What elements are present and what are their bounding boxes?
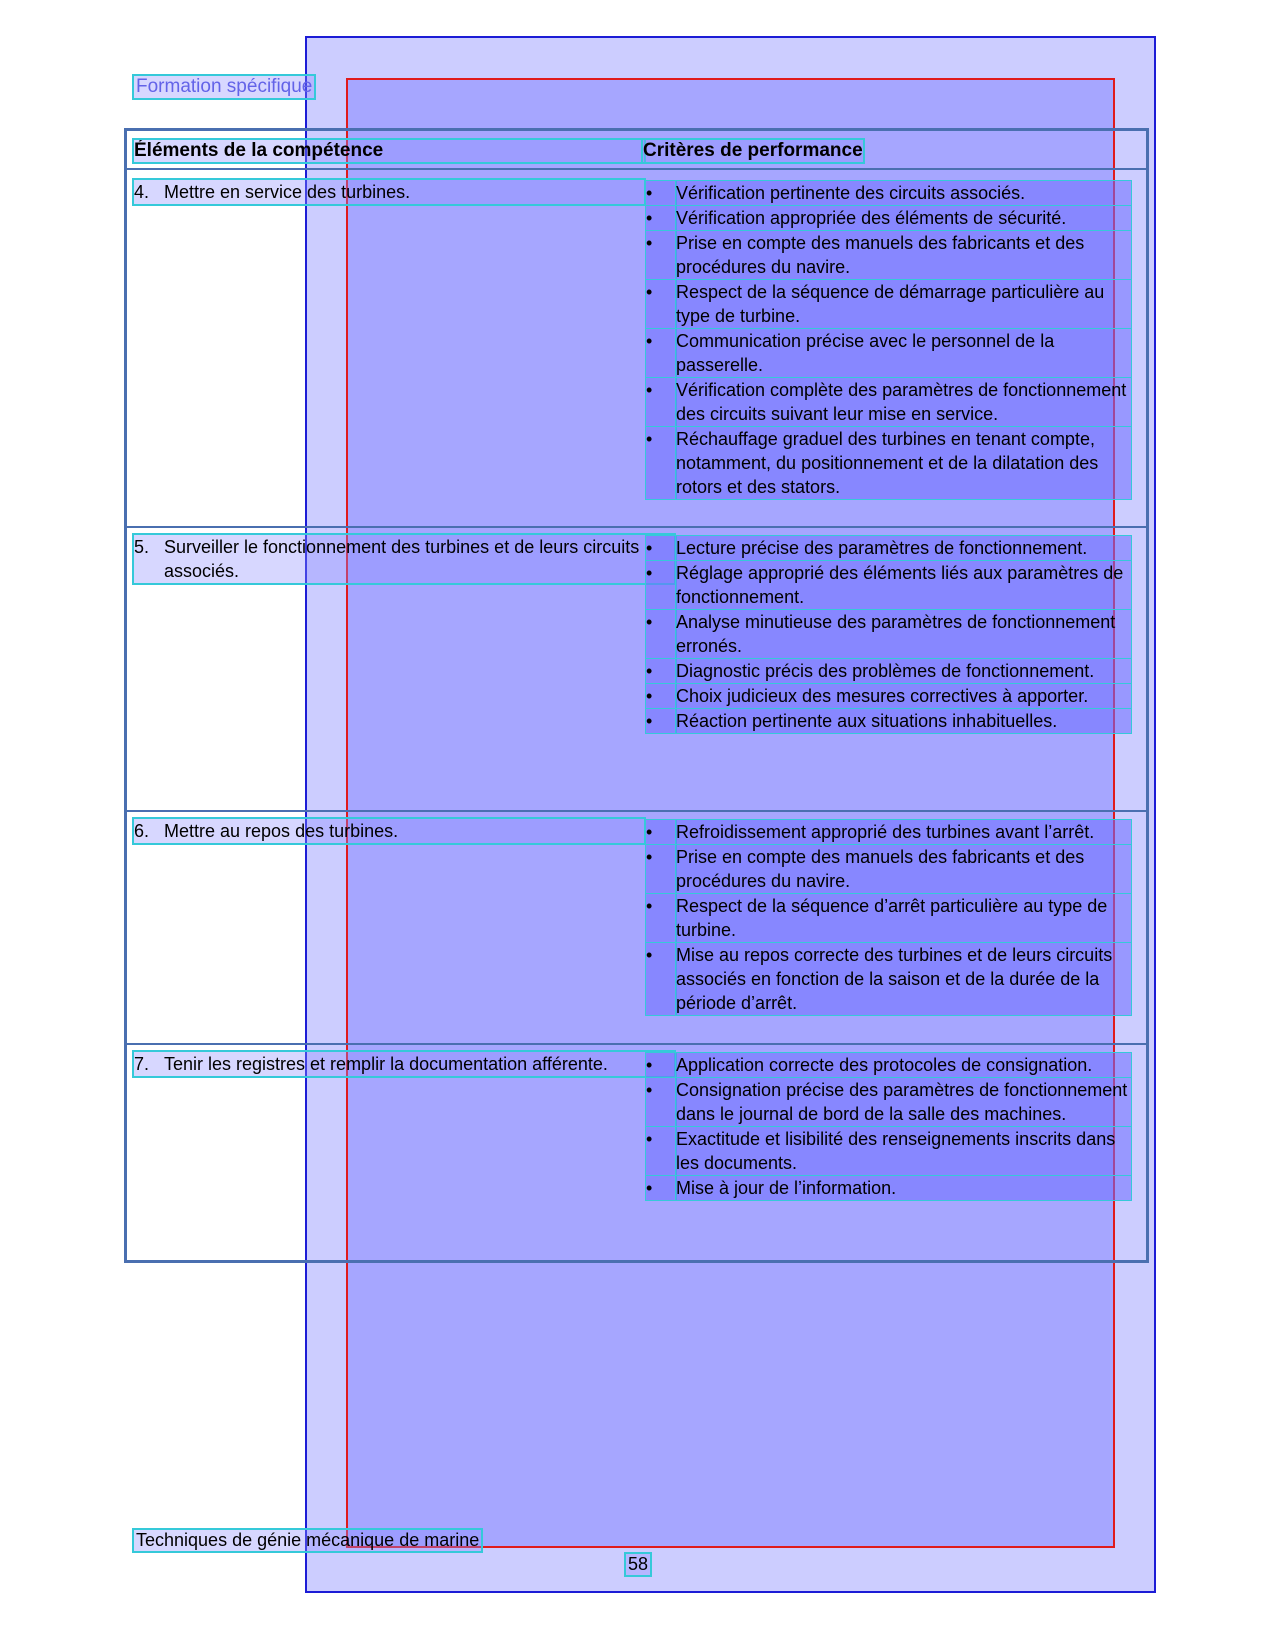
criterion-item — [646, 1053, 1131, 1077]
criterion-item — [646, 709, 1131, 733]
criterion-text: Lecture précise des paramètres de fonctionnement. — [676, 536, 1131, 560]
bullet-icon: • — [646, 820, 676, 844]
criterion-text: Diagnostic précis des problèmes de fonctionnement. — [676, 659, 1131, 683]
element-number: 5. — [134, 537, 150, 557]
criterion-text: Choix judicieux des mesures correctives à apporter. — [676, 684, 1131, 708]
criteria-list — [646, 536, 1131, 734]
element-number: 7. — [134, 1054, 150, 1074]
criterion-item — [646, 206, 1131, 230]
criterion-text: Consignation précise des paramètres de fonctionnement dans le journal de bord de la salle des machines. — [676, 1078, 1131, 1126]
column-header-elements: Éléments de la compétence — [134, 140, 644, 162]
bullet-icon: • — [646, 378, 676, 426]
criteria-list — [646, 820, 1131, 1016]
criterion-item — [646, 561, 1131, 609]
bullet-icon: • — [646, 659, 676, 683]
criterion-item — [646, 684, 1131, 708]
row-divider — [124, 810, 1149, 812]
page-number: 58 — [628, 1554, 649, 1574]
criterion-item — [646, 231, 1131, 279]
criterion-text: Réchauffage graduel des turbines en tenant compte, notamment, du positionnement et de la dilatation des rotors et des stators. — [676, 427, 1131, 499]
competence-element — [134, 180, 644, 204]
criterion-text: Vérification pertinente des circuits associés. — [676, 181, 1131, 205]
bullet-icon: • — [646, 1127, 676, 1175]
footer-program: Techniques de génie mécanique de marine — [136, 1530, 480, 1550]
criterion-text: Prise en compte des manuels des fabricants et des procédures du navire. — [676, 845, 1131, 893]
criterion-text: Mise au repos correcte des turbines et de leurs circuits associés en fonction de la saison et de la durée de la période d’arrêt. — [676, 943, 1131, 1015]
criterion-text: Réglage approprié des éléments liés aux paramètres de fonctionnement. — [676, 561, 1131, 609]
criterion-item — [646, 1176, 1131, 1200]
criterion-item — [646, 280, 1131, 328]
bullet-icon: • — [646, 280, 676, 328]
column-header-criteria: Critères de performance — [643, 140, 863, 161]
criterion-item — [646, 659, 1131, 683]
element-number: 4. — [134, 182, 150, 202]
criterion-text: Prise en compte des manuels des fabricants et des procédures du navire. — [676, 231, 1131, 279]
bullet-icon: • — [646, 1053, 676, 1077]
bullet-icon: • — [646, 943, 676, 1015]
bullet-icon: • — [646, 709, 676, 733]
criterion-text: Mise à jour de l’information. — [676, 1176, 1131, 1200]
criterion-text: Analyse minutieuse des paramètres de fonctionnement erronés. — [676, 610, 1131, 658]
element-text: Surveiller le fonctionnement des turbines et de leurs circuits associés. — [164, 537, 640, 581]
criterion-item — [646, 427, 1131, 499]
bullet-icon: • — [646, 845, 676, 893]
criterion-item — [646, 329, 1131, 377]
section-title: Formation spécifique — [136, 76, 313, 97]
bullet-icon: • — [646, 206, 676, 230]
bullet-icon: • — [646, 1176, 676, 1200]
bullet-icon: • — [646, 427, 676, 499]
criterion-item — [646, 1127, 1131, 1175]
criterion-item — [646, 943, 1131, 1015]
element-text: Mettre en service des turbines. — [164, 182, 411, 202]
criterion-text: Respect de la séquence d’arrêt particulière au type de turbine. — [676, 894, 1131, 942]
bullet-icon: • — [646, 1078, 676, 1126]
bullet-icon: • — [646, 684, 676, 708]
criterion-text: Vérification appropriée des éléments de sécurité. — [676, 206, 1131, 230]
criterion-item — [646, 820, 1131, 844]
bullet-icon: • — [646, 536, 676, 560]
competence-element — [134, 535, 674, 583]
bullet-icon: • — [646, 894, 676, 942]
criterion-item — [646, 610, 1131, 658]
bullet-icon: • — [646, 329, 676, 377]
row-divider — [124, 1043, 1149, 1045]
criteria-list — [646, 1053, 1131, 1201]
competence-element — [134, 1052, 674, 1076]
criterion-text: Exactitude et lisibilité des renseignements inscrits dans les documents. — [676, 1127, 1131, 1175]
criterion-text: Vérification complète des paramètres de fonctionnement des circuits suivant leur mise en service. — [676, 378, 1131, 426]
bullet-icon: • — [646, 610, 676, 658]
bullet-icon: • — [646, 231, 676, 279]
criteria-list — [646, 181, 1131, 500]
criterion-item — [646, 378, 1131, 426]
criterion-text: Communication précise avec le personnel de la passerelle. — [676, 329, 1131, 377]
bullet-icon: • — [646, 181, 676, 205]
row-divider — [124, 526, 1149, 528]
element-text: Tenir les registres et remplir la documentation afférente. — [164, 1054, 608, 1074]
criterion-text: Respect de la séquence de démarrage particulière au type de turbine. — [676, 280, 1131, 328]
element-number: 6. — [134, 821, 150, 841]
criterion-text: Application correcte des protocoles de consignation. — [676, 1053, 1131, 1077]
criterion-text: Réaction pertinente aux situations inhabituelles. — [676, 709, 1131, 733]
criterion-text: Refroidissement approprié des turbines avant l’arrêt. — [676, 820, 1131, 844]
bullet-icon: • — [646, 561, 676, 609]
criterion-item — [646, 181, 1131, 205]
criterion-item — [646, 536, 1131, 560]
criterion-item — [646, 1078, 1131, 1126]
header-divider — [124, 168, 1149, 170]
competence-element — [134, 819, 644, 843]
criterion-item — [646, 845, 1131, 893]
criterion-item — [646, 894, 1131, 942]
element-text: Mettre au repos des turbines. — [164, 821, 399, 841]
